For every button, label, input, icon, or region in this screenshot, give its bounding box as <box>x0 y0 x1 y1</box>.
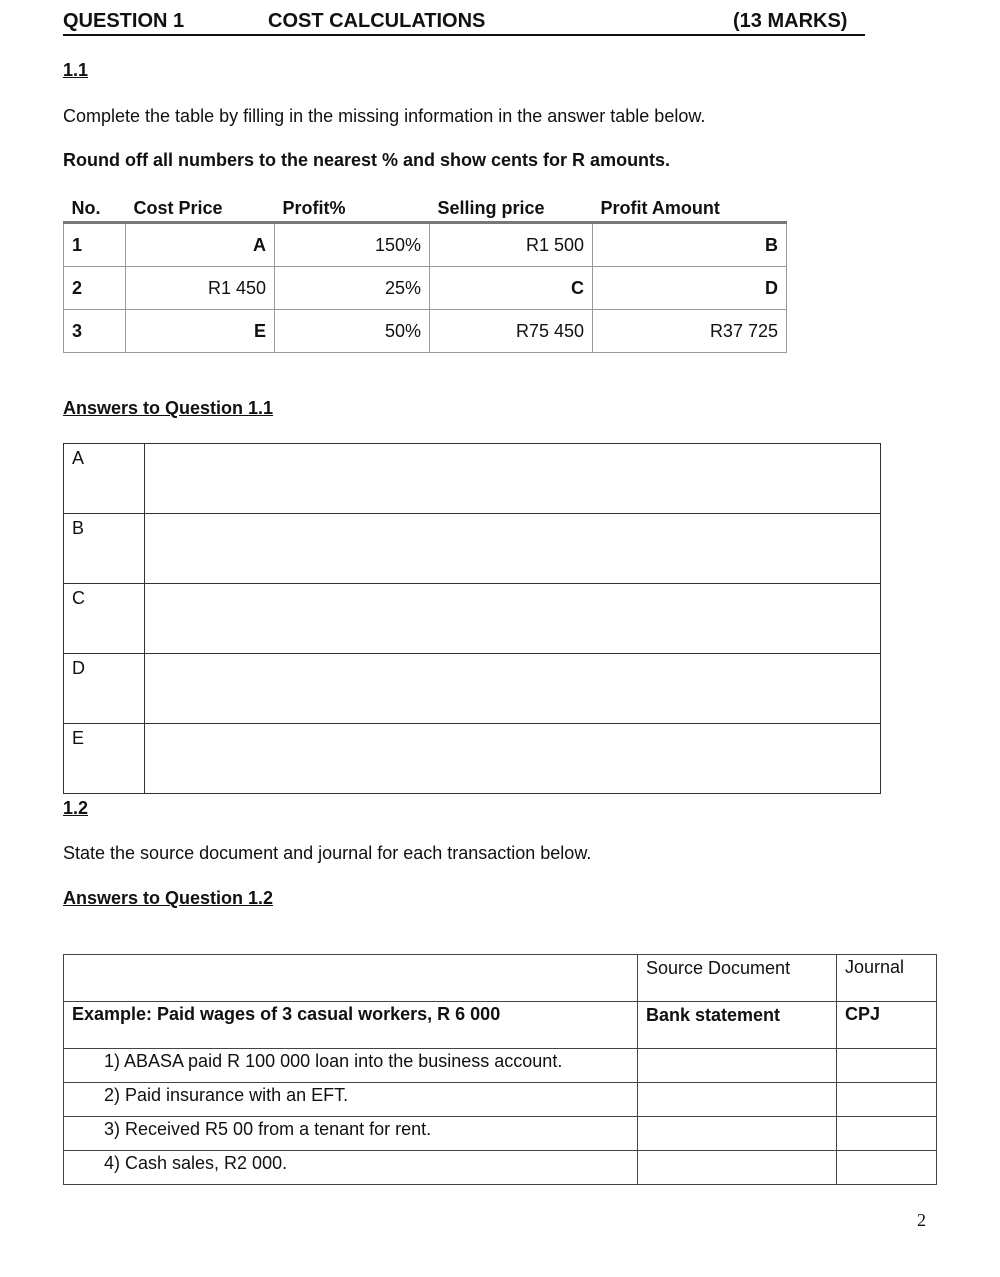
answer-row <box>64 514 881 584</box>
col-header: No. <box>64 196 126 223</box>
answer-row <box>64 584 881 654</box>
answer-field[interactable] <box>145 584 881 654</box>
transaction: 2) Paid insurance with an EFT. <box>64 1083 638 1117</box>
answer-row <box>64 654 881 724</box>
section-number: 1.1 <box>63 60 89 80</box>
source-field[interactable] <box>638 1083 837 1117</box>
cell: R37 725 <box>593 310 787 353</box>
answer-field[interactable] <box>145 444 881 514</box>
table-row <box>64 1049 937 1083</box>
table-row <box>64 310 787 353</box>
cell: 2 <box>64 267 126 310</box>
table-row <box>64 267 787 310</box>
answer-label: C <box>64 584 145 654</box>
table-row <box>64 1151 937 1185</box>
col-header: Selling price <box>430 196 593 223</box>
cell: 1 <box>64 223 126 267</box>
table-row <box>64 1083 937 1117</box>
source-field[interactable] <box>638 1049 837 1083</box>
instruction: State the source document and journal for each transaction below. <box>63 843 592 863</box>
rounding-note: Round off all numbers to the nearest % and show cents for R amounts. <box>63 150 671 170</box>
answer-label: B <box>64 514 145 584</box>
transaction: 3) Received R5 00 from a tenant for rent. <box>64 1117 638 1151</box>
instruction: Complete the table by filling in the missing information in the answer table below. <box>63 106 706 126</box>
answer-field[interactable] <box>145 654 881 724</box>
answer-label: A <box>64 444 145 514</box>
question-label: QUESTION 1 <box>63 10 185 32</box>
answers-heading-1-1: Answers to Question 1.1 <box>63 398 274 418</box>
cell: A <box>126 223 275 267</box>
table-row <box>64 223 787 267</box>
answers-heading-1-2: Answers to Question 1.2 <box>63 888 274 908</box>
example-transaction: Example: Paid wages of 3 casual workers, R 6 000 <box>64 1002 638 1049</box>
answer-row <box>64 444 881 514</box>
section-title: COST CALCULATIONS <box>268 10 486 32</box>
answers-table-1-1 <box>63 443 881 794</box>
journal-field[interactable] <box>837 1049 937 1083</box>
cell: R1 450 <box>126 267 275 310</box>
question-header <box>63 10 865 36</box>
page-number: 2 <box>917 1210 926 1230</box>
answer-label: D <box>64 654 145 724</box>
cell: 50% <box>275 310 430 353</box>
col-header: Source Document <box>638 955 837 1002</box>
col-header: Journal <box>837 955 937 1002</box>
cell: C <box>430 267 593 310</box>
cell: 25% <box>275 267 430 310</box>
source-field[interactable] <box>638 1117 837 1151</box>
cell: E <box>126 310 275 353</box>
cell: R1 500 <box>430 223 593 267</box>
blank-header <box>64 955 638 1002</box>
cell: 150% <box>275 223 430 267</box>
col-header: Profit Amount <box>593 196 787 223</box>
transaction: 4) Cash sales, R2 000. <box>64 1151 638 1185</box>
answer-field[interactable] <box>145 514 881 584</box>
marks: (13 MARKS) <box>733 10 848 32</box>
example-journal: CPJ <box>837 1002 937 1049</box>
answer-row <box>64 724 881 794</box>
answer-label: E <box>64 724 145 794</box>
example-source: Bank statement <box>638 1002 837 1049</box>
cell: B <box>593 223 787 267</box>
journal-field[interactable] <box>837 1083 937 1117</box>
table-row <box>64 1117 937 1151</box>
answer-field[interactable] <box>145 724 881 794</box>
cell: R75 450 <box>430 310 593 353</box>
transaction: 1) ABASA paid R 100 000 loan into the business account. <box>64 1049 638 1083</box>
cell: 3 <box>64 310 126 353</box>
col-header: Cost Price <box>126 196 275 223</box>
cell: D <box>593 267 787 310</box>
col-header: Profit% <box>275 196 430 223</box>
journal-field[interactable] <box>837 1117 937 1151</box>
source-field[interactable] <box>638 1151 837 1185</box>
journal-field[interactable] <box>837 1151 937 1185</box>
section-number: 1.2 <box>63 798 89 818</box>
answers-table-1-2 <box>63 954 937 1185</box>
cost-table <box>63 196 787 353</box>
